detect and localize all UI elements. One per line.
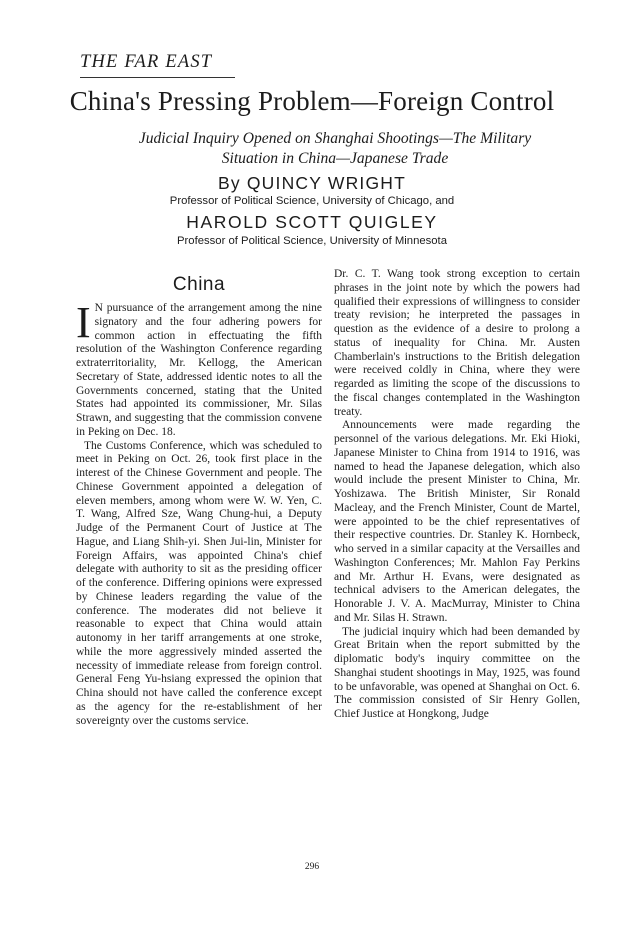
article-subtitle <box>90 129 580 169</box>
subtitle-line-1: Judicial Inquiry Opened on Shanghai Shootings—The Military <box>138 130 532 147</box>
paragraph-4: Announcements were made regarding the personnel of the various delegations. Mr. Eki Hioki, Japanese Minister to China from 1914 to 1916, was named to head the Japanese delegation, which also would include the present Minister to China, Mr. Yoshizawa. The British Minister, Sir Ronald Macleay, and the French Minister, Count de Martel, were appointed to be the chief representatives of their respective countries. Dr. Stanley K. Hornbeck, who served in a similar capacity at the Versailles and Washington Conferences; Mr. Mahlon Fay Perkins and Mr. Arthur H. Evans, were designated as technical advisers to the American delegates, the Honorable J. V. A. MacMurray, Minister to China and Mr. Silas H. Strawn. <box>334 419 580 624</box>
byline-author-2: HAROLD SCOTT QUIGLEY <box>186 212 438 232</box>
article-title: China's Pressing Problem—Foreign Control <box>69 86 555 116</box>
section-header-rule <box>80 77 235 78</box>
subtitle-line-2: Situation in China—Japanese Trade <box>221 150 449 167</box>
affiliation-author-2: Professor of Political Science, University of Minnesota <box>177 235 447 247</box>
section-header-text: THE FAR EAST <box>80 52 213 72</box>
column-right <box>334 268 580 722</box>
paragraph-2: The Customs Conference, which was scheduled to meet in Peking on Oct. 26, took first place in the interest of the Chinese Government and people. The Chinese Government appointed a delegation of eleven members, among whom were W. W. Yen, C. T. Wang, Alfred Sze, Wang Chung-hui, a Deputy Judge of the Permanent Court of Justice at The Hague, and Liang Shih-yi. Shen Jui-lin, Minister for Foreign Affairs, was appointed China's chief delegate with authority to sit as the presiding officer of the conference. Differing opinions were expressed by Chinese leaders regarding the value of the conference. The moderates did not believe it reasonable to expect that China would attain autonomy in her tariff arrangements at one stroke, while the more aggressively minded asserted the necessity of immediate release from foreign control. General Feng Yu-hsiang expressed the opinion that China should not have called the conference except as the agency for the re-establishment of her sovereignty over the customs service. <box>76 439 322 727</box>
affiliation-author-1: Professor of Political Science, University of Chicago, and <box>169 195 455 207</box>
section-heading-china: China <box>172 274 226 295</box>
paragraph-1 <box>76 298 322 440</box>
byline-author-1: By QUINCY WRIGHT <box>217 173 407 193</box>
page-number: 296 <box>304 862 320 872</box>
paragraph-5: The judicial inquiry which had been demanded by Great Britain when the report submitted by the diplomatic body's inquiry committee on the Shanghai student shootings in May, 1925, was found to be unfavorable, was opened at Shanghai on Oct. 6. The commission consisted of Sir Henry Gollen, Chief Justice at Hongkong, Judge <box>334 625 580 720</box>
paragraph-3: Dr. C. T. Wang took strong exception to certain phrases in the joint note by which the powers had qualified their expressions of willingness to consider treaty revision; he interpreted the passages in question as the evidence of a desire to prolong a status of inequality for China. Mr. Austen Chamberlain's instructions to the British delegation were received coldly in China, where they were regarded as limiting the scope of the discussions to the fiscal changes contemplated in the Washington treaty. <box>334 268 580 418</box>
section-header <box>80 52 212 73</box>
column-left <box>76 268 322 728</box>
drop-cap: I <box>76 298 91 347</box>
paragraph-1-text: N pursuance of the arrangement among the nine signatory and the four adhering powers for common action in effectuating the fifth resolution of the Washington Conference regarding extraterritoriality, Mr. Kellogg, the American Secretary of State, addressed identic notes to all the Governments concerned, stating that the United States had appointed its commissioner, Mr. Silas Strawn, and suggesting that the commission convene in Peking on Dec. 18. <box>76 302 322 438</box>
